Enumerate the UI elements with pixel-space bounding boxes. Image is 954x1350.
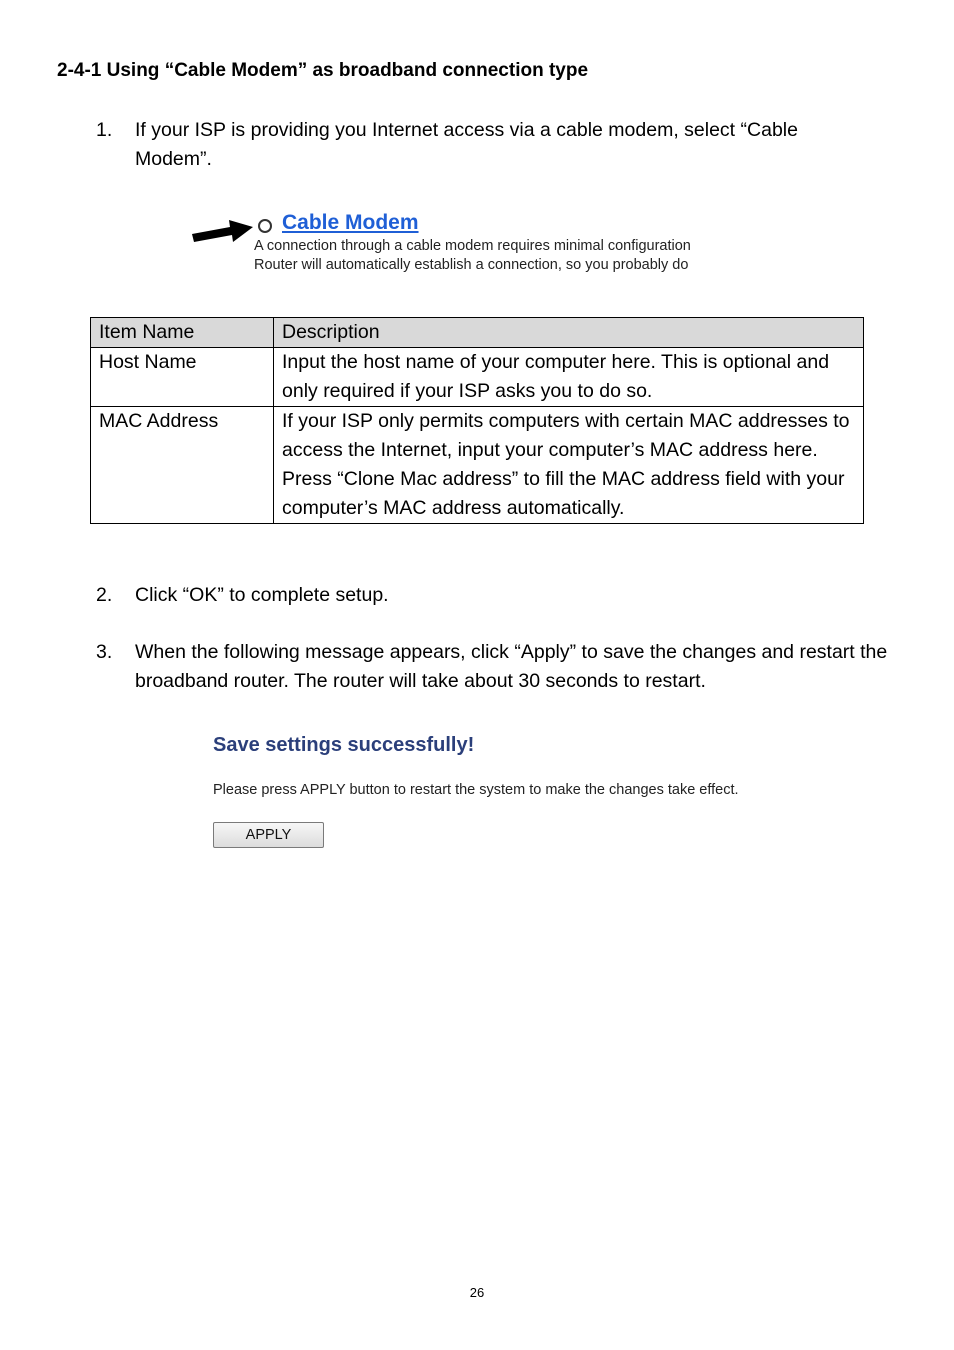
cable-modem-title[interactable]: Cable Modem [282,211,419,234]
row-description: If your ISP only permits computers with certain MAC addresses to access the Internet, input your computer’s MAC address here. Press “Clone Mac address” to fill the MAC address field with your computer’s MAC address automatically. [274,407,864,524]
item-description-table [90,317,864,524]
row-item-name: MAC Address [91,407,274,524]
table-row [91,407,864,524]
cable-modem-desc-line2: Router will automatically establish a connection, so you probably do [254,257,689,273]
section-heading: 2-4-1 Using “Cable Modem” as broadband connection type [57,60,589,81]
row-description: Input the host name of your computer here. This is optional and only required if your ISP asks you to do so. [274,348,864,407]
row-item-name: Host Name [91,348,274,407]
step-number: 3. [96,641,113,663]
step-number: 2. [96,584,113,606]
step-text: Click “OK” to complete setup. [135,584,389,606]
arrow-icon [190,215,254,245]
save-success-title: Save settings successfully! [213,734,475,756]
table-row [91,348,864,407]
apply-button[interactable]: APPLY [213,822,324,848]
page-number: 26 [469,1285,485,1300]
step-text: If your ISP is providing you Internet access via a cable modem, select “Cable Modem”. [135,119,798,170]
save-success-message: Please press APPLY button to restart the system to make the changes take effect. [213,782,739,798]
cable-modem-desc-line1: A connection through a cable modem requires minimal configuration [254,238,691,254]
step-number: 1. [96,119,113,141]
step-text: When the following message appears, click “Apply” to save the changes and restart the broadband router. The router will take about 30 seconds to restart. [135,641,888,692]
cable-modem-screenshot [190,210,730,280]
radio-cable-modem[interactable] [258,219,272,233]
table-header-row [91,318,864,348]
header-description: Description [274,318,864,348]
header-item-name: Item Name [91,318,274,348]
